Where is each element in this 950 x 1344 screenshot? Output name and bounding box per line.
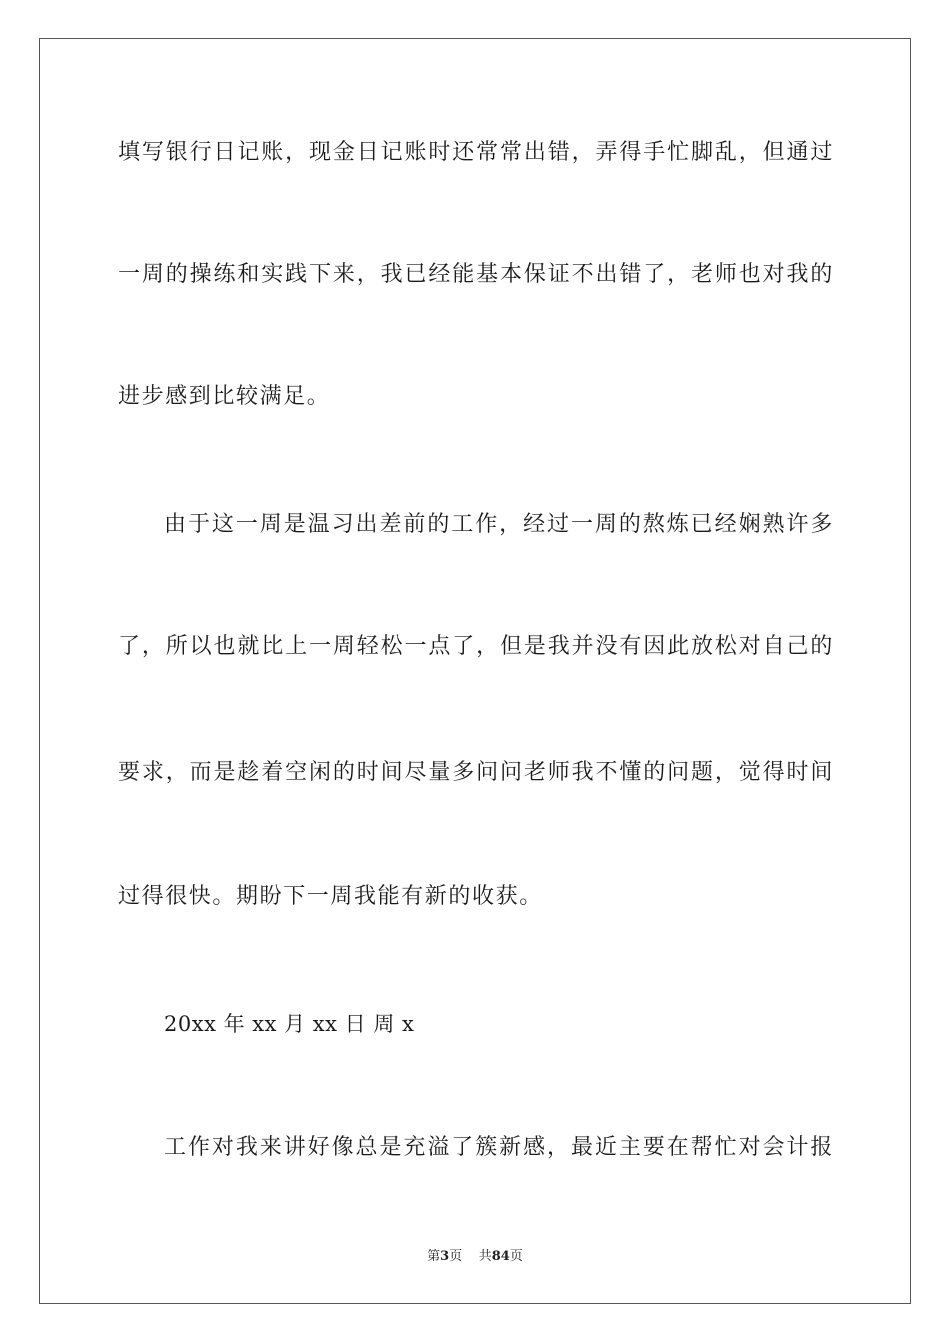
paragraph-1-line-2: 一周的操练和实践下来，我已经能基本保证不出错了，老师也对我的 (118, 262, 834, 287)
paragraph-2-line-4: 过得很快。期盼下一周我能有新的收获。 (118, 884, 543, 909)
footer-page-current: 3 (440, 1249, 450, 1264)
paragraph-2-line-3: 要求，而是趁着空闲的时间尽量多问问老师我不懂的问题，觉得时间 (118, 760, 834, 785)
footer-page-total: 84 (491, 1249, 510, 1264)
footer-page-suffix: 页 (449, 1249, 463, 1264)
page-border (39, 38, 911, 1304)
footer-total-suffix: 页 (509, 1249, 523, 1264)
page-footer (0, 1248, 950, 1266)
paragraph-2-line-2: 了，所以也就比上一周轻松一点了，但是我并没有因此放松对自己的 (118, 634, 834, 659)
footer-page-prefix: 第 (427, 1249, 441, 1264)
paragraph-3-line-1: 工作对我来讲好像总是充溢了簇新感，最近主要在帮忙对会计报 (164, 1135, 834, 1160)
paragraph-1-line-3: 进步感到比较满足。 (118, 384, 331, 409)
paragraph-2-line-1: 由于这一周是温习出差前的工作，经过一周的熬炼已经娴熟许多 (164, 512, 834, 537)
paragraph-1-line-1: 填写银行日记账，现金日记账时还常常出错，弄得手忙脚乱，但通过 (118, 140, 834, 165)
date-heading: 20xx 年 xx 月 xx 日 周 x (164, 1012, 415, 1036)
footer-total-prefix: 共 (478, 1249, 492, 1264)
